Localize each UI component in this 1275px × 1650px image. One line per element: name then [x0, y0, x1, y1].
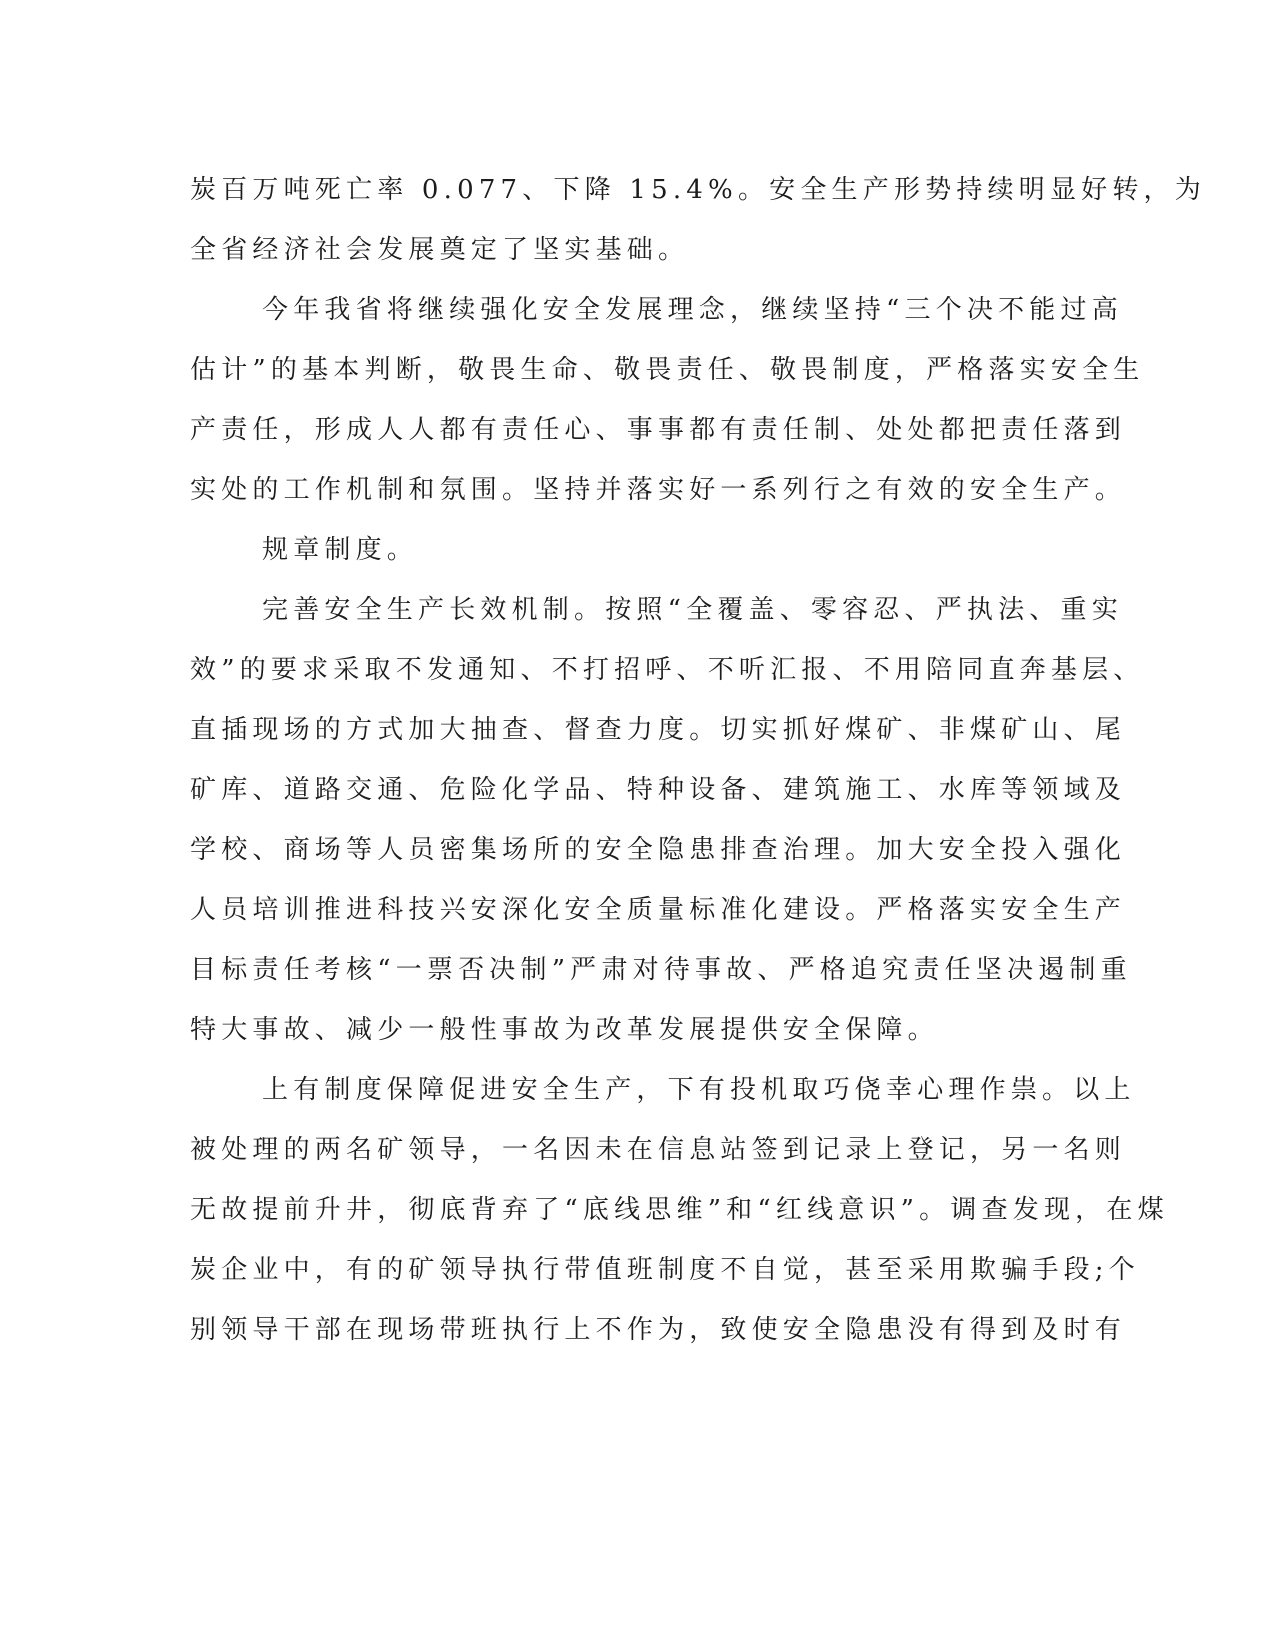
text-line: 别领导干部在现场带班执行上不作为，致使安全隐患没有得到及时有 [190, 1315, 1127, 1345]
text-line: 炭百万吨死亡率 0.077、下降 15.4%。安全生产形势持续明显好转，为 [190, 175, 1206, 205]
text-line: 被处理的两名矿领导，一名因未在信息站签到记录上登记，另一名则 [190, 1135, 1127, 1165]
text-line: 今年我省将继续强化安全发展理念，继续坚持“三个决不能过高 [262, 295, 1123, 325]
text-line: 无故提前升井，彻底背弃了“底线思维”和“红线意识”。调查发现，在煤 [190, 1195, 1169, 1225]
text-line: 估计”的基本判断，敬畏生命、敬畏责任、敬畏制度，严格落实安全生 [190, 355, 1145, 385]
text-line: 目标责任考核“一票否决制”严肃对待事故、严格追究责任坚决遏制重 [190, 955, 1132, 985]
text-line: 完善安全生产长效机制。按照“全覆盖、零容忍、严执法、重实 [262, 595, 1123, 625]
text-line: 学校、商场等人员密集场所的安全隐患排查治理。加大安全投入强化 [190, 835, 1127, 865]
text-line: 实处的工作机制和氛围。坚持并落实好一系列行之有效的安全生产。 [190, 475, 1127, 505]
text-line: 直插现场的方式加大抽查、督查力度。切实抓好煤矿、非煤矿山、尾 [190, 715, 1127, 745]
text-line: 产责任，形成人人都有责任心、事事都有责任制、处处都把责任落到 [190, 415, 1127, 445]
text-line: 规章制度。 [262, 535, 419, 565]
body-text [190, 160, 1206, 1360]
text-line: 炭企业中，有的矿领导执行带值班制度不自觉，甚至采用欺骗手段;个 [190, 1255, 1140, 1285]
text-line: 人员培训推进科技兴安深化安全质量标准化建设。严格落实安全生产 [190, 895, 1127, 925]
text-line: 全省经济社会发展奠定了坚实基础。 [190, 235, 690, 265]
text-line: 特大事故、减少一般性事故为改革发展提供安全保障。 [190, 1015, 939, 1045]
text-line: 矿库、道路交通、危险化学品、特种设备、建筑施工、水库等领域及 [190, 775, 1127, 805]
text-line: 上有制度保障促进安全生产，下有投机取巧侥幸心理作祟。以上 [262, 1075, 1136, 1105]
text-line: 效”的要求采取不发通知、不打招呼、不听汇报、不用陪同直奔基层、 [190, 655, 1145, 685]
